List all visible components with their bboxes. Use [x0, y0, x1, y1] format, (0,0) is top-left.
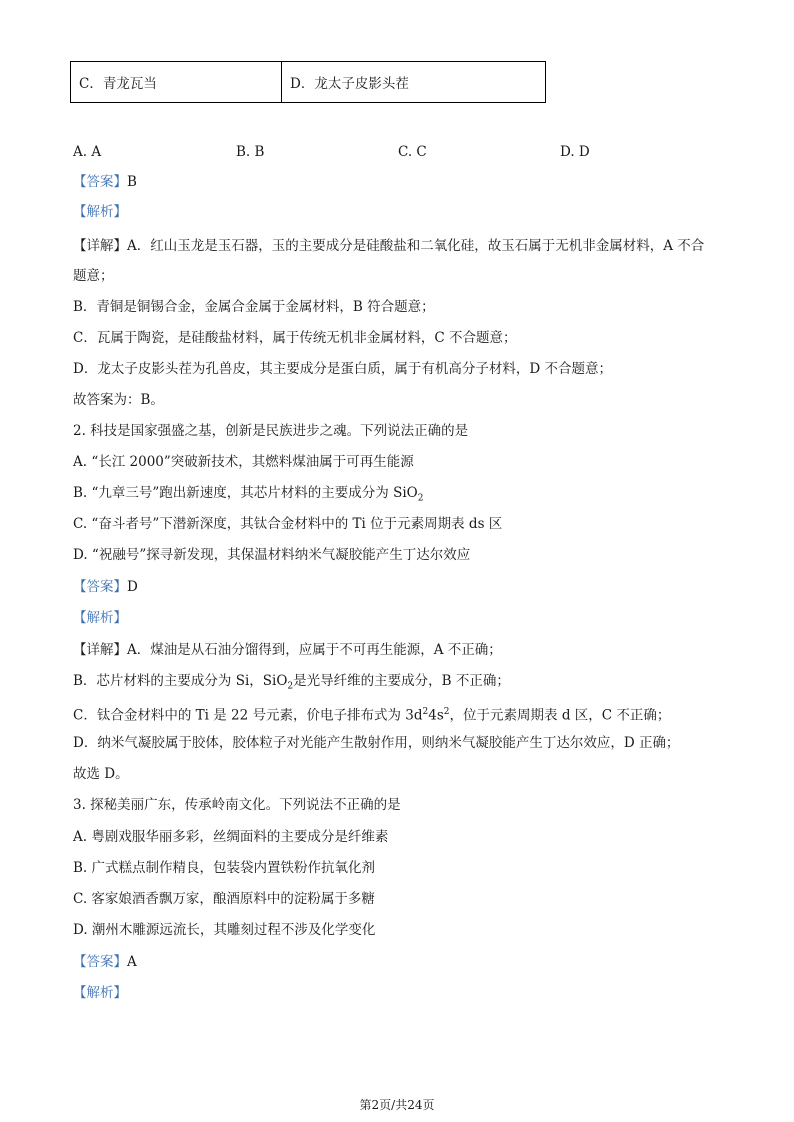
q2-conclusion: 故选 D。	[73, 766, 129, 782]
detail-tag: 【详解】	[73, 238, 127, 254]
detail-text: B．芯片材料的主要成分为 Si，SiO	[73, 673, 288, 689]
superscript: 2	[422, 707, 429, 717]
q1-detail-d: D．龙太子皮影头茬为孔兽皮，其主要成分是蛋白质，属于有机高分子材料，D 不合题意；	[73, 361, 612, 377]
q2-answer	[73, 577, 138, 597]
q2-stem: 2. 科技是国家强盛之基，创新是民族进步之魂。下列说法正确的是	[73, 423, 469, 439]
page-footer: 第2页/共24页	[359, 1098, 435, 1112]
options-table	[70, 61, 546, 103]
choice-d: D. D	[560, 144, 590, 160]
q1-detail-c: C．瓦属于陶瓷，是硅酸盐材料，属于传统无机非金属材料，C 不合题意；	[73, 330, 517, 346]
detail-tag: 【详解】	[73, 642, 127, 658]
q1-detail-a	[73, 236, 704, 256]
choice-c: C. C	[398, 144, 427, 160]
choice-b: B. B	[236, 144, 265, 160]
superscript: 2	[443, 707, 450, 717]
answer-value: D	[127, 579, 138, 595]
answer-value: A	[127, 954, 137, 970]
q1-conclusion: 故答案为：B。	[73, 392, 164, 408]
q2-option-b	[73, 483, 423, 509]
detail-text-post: 是光导纤维的主要成分，B 不正确；	[293, 673, 510, 689]
q2-detail-d: D．纳米气凝胶属于胶体，胶体粒子对光能产生散射作用，则纳米气凝胶能产生丁达尔效应，D 正确；	[73, 735, 680, 751]
subscript: 2	[417, 493, 424, 504]
q2-option-d: D. “祝融号”探寻新发现，其保温材料纳米气凝胶能产生丁达尔效应	[73, 547, 471, 563]
option-d-cell: D．龙太子皮影头茬	[282, 62, 546, 103]
option-text: B. “九章三号”跑出新速度，其芯片材料的主要成分为 SiO	[73, 485, 418, 501]
q2-option-a: A. “长江 2000”突破新技术，其燃料煤油属于可再生能源	[73, 454, 414, 470]
q2-detail-c	[73, 702, 670, 726]
detail-text-post: ，位于元素周期表 d 区，C 不正确；	[449, 707, 671, 724]
q3-option-c: C. 客家娘酒香飘万家，酿酒原料中的淀粉属于多糖	[73, 891, 375, 907]
q3-analysis-tag: 【解析】	[73, 985, 127, 1001]
choice-a: A. A	[73, 144, 102, 160]
answer-tag: 【答案】	[73, 579, 127, 595]
q1-answer	[73, 172, 137, 192]
q2-detail-a	[73, 640, 502, 660]
answer-value: B	[127, 174, 137, 190]
detail-text: A．红山玉龙是玉石器，玉的主要成分是硅酸盐和二氧化硅，故玉石属于无机非金属材料，A 不合	[127, 238, 705, 254]
q1-detail-b: B．青铜是铜锡合金，金属合金属于金属材料，B 符合题意；	[73, 299, 435, 315]
q3-stem: 3. 探秘美丽广东，传承岭南文化。下列说法不正确的是	[73, 797, 401, 813]
q2-detail-b	[73, 671, 510, 697]
q2-option-c: C. “奋斗者号”下潜新深度，其钛合金材料中的 Ti 位于元素周期表 ds 区	[73, 516, 503, 532]
q3-option-a: A. 粤剧戏服华丽多彩，丝绸面料的主要成分是纤维素	[73, 829, 389, 845]
q3-option-b: B. 广式糕点制作精良，包装袋内置铁粉作抗氧化剂	[73, 860, 376, 876]
subscript: 2	[287, 681, 294, 692]
q3-answer	[73, 952, 137, 972]
q1-analysis-tag: 【解析】	[73, 204, 127, 220]
detail-text: A．煤油是从石油分馏得到，应属于不可再生能源，A 不正确；	[127, 642, 502, 658]
q3-option-d: D. 潮州木雕源远流长，其雕刻过程不涉及化学变化	[73, 922, 376, 938]
detail-text: C．钛合金材料中的 Ti 是 22 号元素，价电子排布式为 3d	[73, 707, 423, 724]
answer-tag: 【答案】	[73, 954, 127, 970]
q1-detail-a2: 题意；	[73, 268, 114, 284]
detail-text-mid: 4s	[428, 707, 444, 724]
q2-analysis-tag: 【解析】	[73, 610, 127, 626]
answer-tag: 【答案】	[73, 174, 127, 190]
option-c-cell: C．青龙瓦当	[71, 62, 282, 103]
